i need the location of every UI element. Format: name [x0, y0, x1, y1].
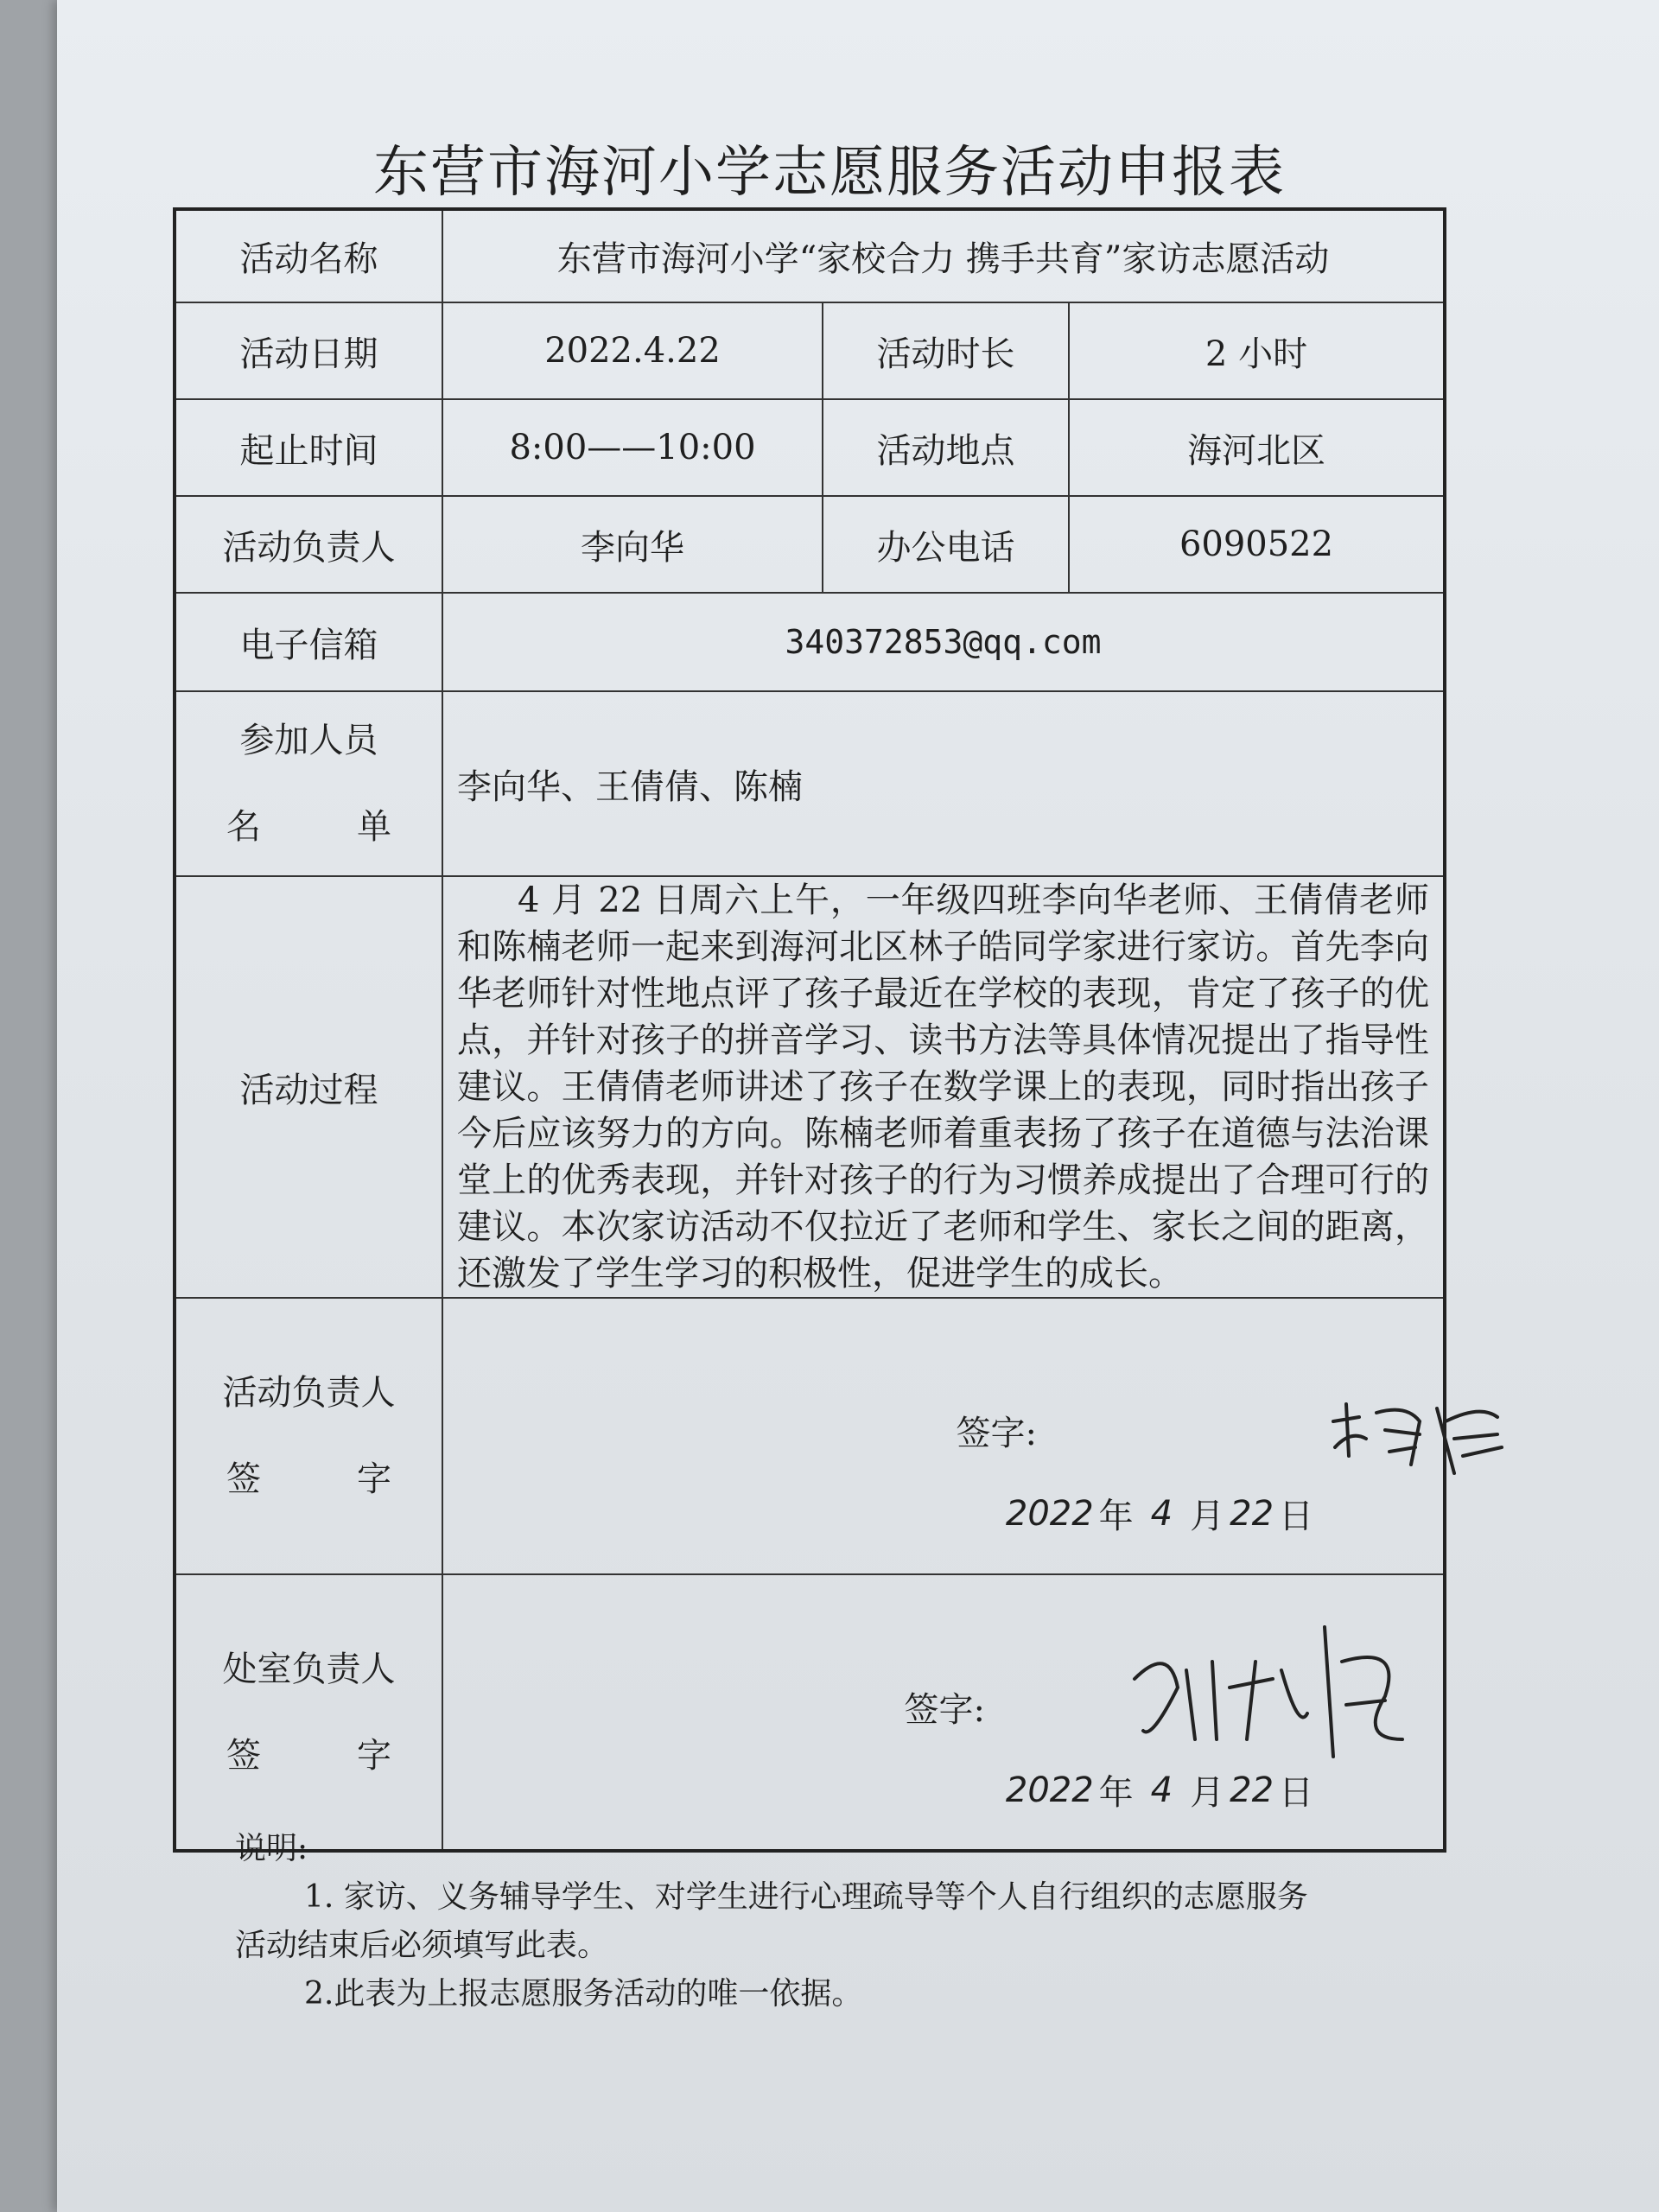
- value-activity-name: 东营市海河小学“家校合力 携手共育”家访志愿活动: [442, 209, 1445, 302]
- label-activity-name: 活动名称: [175, 209, 442, 302]
- label-leader-sign: [175, 1298, 442, 1574]
- label-email: 电子信箱: [175, 593, 442, 691]
- value-location: 海河北区: [1069, 399, 1445, 496]
- label-activity-date: 活动日期: [175, 302, 442, 399]
- row-email: [175, 593, 1445, 691]
- leader-signature-scribble: [1325, 1387, 1515, 1482]
- value-participants: 李向华、王倩倩、陈楠: [442, 691, 1445, 876]
- row-process: [175, 876, 1445, 1298]
- label-leader: 活动负责人: [175, 496, 442, 593]
- label-process: 活动过程: [175, 876, 442, 1298]
- office-sign-year-suffix: 年: [1098, 1773, 1134, 1813]
- row-leader-sign: [175, 1298, 1445, 1574]
- label-leader-sign-line2: [190, 1436, 428, 1522]
- leader-sign-hand-year: 2022: [1005, 1493, 1094, 1534]
- value-activity-date: 2022.4.22: [442, 302, 823, 399]
- value-office-phone: 6090522: [1069, 496, 1445, 593]
- value-email: 340372853@qq.com: [442, 593, 1445, 691]
- leader-sign-label: 签字:: [956, 1414, 1038, 1453]
- label-leader-sign-line1: 活动负责人: [222, 1373, 396, 1413]
- label-participants-char1: 名: [226, 807, 261, 847]
- notes-item1-line2: 活动结束后必须填写此表。: [235, 1928, 609, 1963]
- label-participants-char2: 单: [357, 807, 391, 847]
- office-sign-hand-month: 4: [1150, 1770, 1173, 1810]
- value-process: 4 月 22 日周六上午，一年级四班李向华老师、王倩倩老师和陈楠老师一起来到海河北区林子皓同学家进行家访。首先李向华老师针对性地点评了孩子最近在学校的表现，肯定了孩子的优点，并针对孩子的拼音学习、读书方法等具体情况提出了指导性建议。王倩倩老师讲述了孩子在数学课上的表现，同时指出孩子今后应该努力的方向。陈楠老师着重表扬了孩子在道德与法治课堂上的优秀表现，并针对孩子的行为习惯养成提出了合理可行的建议。本次家访活动不仅拉近了老师和学生、家长之间的距离，还激发了学生学习的积极性，促进学生的成长。: [442, 876, 1445, 1298]
- application-form-table: [173, 207, 1446, 1853]
- notes-item2: 2.此表为上报志愿服务活动的唯一依据。: [304, 1976, 863, 2012]
- row-date-duration: [175, 302, 1445, 399]
- label-office-sign: [175, 1574, 442, 1851]
- office-signature-area: [442, 1574, 1445, 1851]
- label-participants: [175, 691, 442, 876]
- row-participants: [175, 691, 1445, 876]
- office-sign-month-suffix: 月: [1190, 1773, 1225, 1813]
- office-sign-day-suffix: 日: [1279, 1773, 1314, 1813]
- label-office-sign-char2: 字: [357, 1735, 391, 1776]
- notes-item1-line1: 1. 家访、义务辅导学生、对学生进行心理疏导等个人自行组织的志愿服务: [304, 1879, 1308, 1915]
- leader-sign-year-suffix: 年: [1098, 1497, 1134, 1536]
- office-sign-hand-year: 2022: [1005, 1770, 1094, 1810]
- leader-sign-month-suffix: 月: [1190, 1497, 1225, 1536]
- row-office-sign: [175, 1574, 1445, 1851]
- label-location: 活动地点: [823, 399, 1069, 496]
- row-activity-name: [175, 209, 1445, 302]
- row-leader-phone: [175, 496, 1445, 593]
- label-time-range: 起止时间: [175, 399, 442, 496]
- label-leader-sign-char2: 字: [357, 1459, 391, 1499]
- label-participants-line2: [190, 784, 428, 870]
- value-duration: 2 小时: [1069, 302, 1445, 399]
- label-office-sign-char1: 签: [226, 1735, 261, 1776]
- label-office-phone: 办公电话: [823, 496, 1069, 593]
- row-time-location: [175, 399, 1445, 496]
- notes-section: [235, 1825, 1462, 2018]
- office-signature-scribble: [1126, 1610, 1411, 1783]
- label-leader-sign-char1: 签: [226, 1459, 261, 1499]
- label-office-sign-line2: [190, 1713, 428, 1799]
- notes-heading: 说明:: [235, 1831, 308, 1866]
- label-duration: 活动时长: [823, 302, 1069, 399]
- value-time-range: 8:00——10:00: [442, 399, 823, 496]
- office-sign-date: [1006, 1765, 1313, 1815]
- leader-sign-hand-day: 22: [1230, 1493, 1274, 1534]
- office-sign-label: 签字:: [904, 1690, 986, 1730]
- label-office-sign-line1: 处室负责人: [222, 1649, 396, 1689]
- leader-signature-area: [442, 1298, 1445, 1574]
- office-sign-hand-day: 22: [1230, 1770, 1274, 1810]
- value-leader: 李向华: [442, 496, 823, 593]
- leader-sign-hand-month: 4: [1150, 1493, 1173, 1534]
- leader-sign-day-suffix: 日: [1279, 1497, 1314, 1536]
- label-participants-line1: 参加人员: [239, 721, 378, 760]
- document-title: 东营市海河小学志愿服务活动申报表: [373, 141, 1286, 205]
- leader-sign-date: [1006, 1489, 1313, 1538]
